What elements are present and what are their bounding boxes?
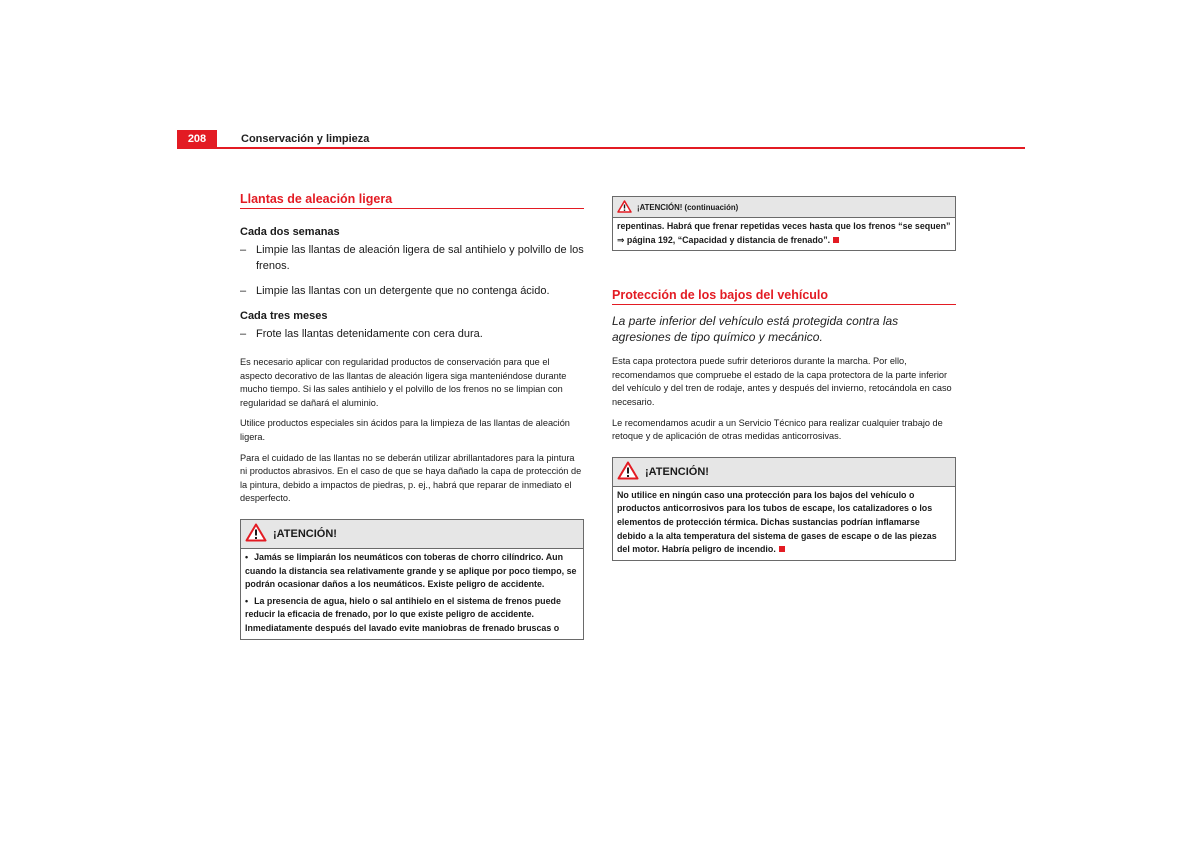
interval-heading-two-weeks: Cada dos semanas [240,226,340,238]
list-item: – Limpie las llantas con un detergente que no contenga ácido. [240,285,550,297]
interval-heading-three-months: Cada tres meses [240,309,328,322]
warning-header [613,458,955,487]
paragraph: Utilice productos especiales sin ácidos para la limpieza de las llantas de aleación ligera. [240,418,570,442]
end-of-section-marker [779,546,785,552]
warning-item-text: Jamás se limpiarán los neumáticos con toberas de chorro cilíndrico. Aun cuando la distancia sea relativamente grande y se aplique por poco tiempo, se podrán ocasionar daños a los neumáticos. Existe peligro de accidente. [245,551,577,590]
warning-triangle-icon [617,461,639,483]
paragraph: Esta capa protectora puede sufrir deterioros durante la marcha. Por ello, recomendamos que compruebe el estado de la capa protectora de la parte inferior del vehículo y del tren de rodaje, antes y después del invierno, retocándola en caso necesario. [612,356,952,407]
three-months-list [240,327,584,343]
continued-warning-header [613,197,955,218]
section-intro: La parte inferior del vehículo está protegida contra las agresiones de tipo químico y mecánico. [612,314,899,345]
list-item: – Limpie las llantas de aleación ligera de sal antihielo y polvillo de los frenos. [240,244,584,272]
paragraph: Es necesario aplicar con regularidad productos de conservación para que el aspecto decorativo de las llantas de aleación ligera siga manteniéndose durante mucho tiempo. Si las sales antihielo y el polvillo de los frenos no se limpian con regularidad se dañará el aluminio. [240,357,567,408]
continued-warning-title: ¡ATENCIÓN! (continuación) [637,202,739,212]
paragraph: Para el cuidado de las llantas no se deberán utilizar abrillantadores para la pintura ni productos abrasivos. En el caso de que se haya dañado la capa de protección de la pintura, debido a impactos de piedras, p. ej., habrá que reparar de inmediato el desperfecto. [240,452,582,504]
warning-triangle-icon [245,523,267,545]
page-number: 208 [177,130,217,149]
two-weeks-list [240,243,584,300]
list-item-text: Limpie las llantas con un detergente que no contenga ácido. [256,285,550,297]
list-item: – Frote las llantas detenidamente con cera dura. [240,327,483,340]
list-item-text: Limpie las llantas de aleación ligera de sal antihielo y polvillo de los frenos. [256,244,584,272]
paragraph: Le recomendamos acudir a un Servicio Técnico para realizar cualquier trabajo de retoque y de aplicación de otras medidas anticorrosivas. [612,417,943,442]
left-column [240,192,584,640]
warning-title: ¡ATENCIÓN! [273,527,337,540]
warning-item [245,595,579,636]
warning-body [241,549,583,639]
warning-triangle-icon [617,200,632,215]
warning-box [240,519,584,640]
continued-warning-text: repentinas. Habrá que frenar repetidas veces hasta que los frenos “se sequen” ⇒ página 192, “Capacidad y distancia de frenado”. [617,221,951,245]
section-title-alloy-wheels: Llantas de aleación ligera [240,192,584,209]
continued-warning-box [612,196,956,251]
warning-box [612,457,956,561]
warning-item-text: La presencia de agua, hielo o sal antihielo en el sistema de frenos puede reducir la eficacia de frenado, por lo que existe peligro de accidente. Inmediatamente después del lavado evite maniobras de frenado bruscas o [245,595,561,633]
warning-header [241,520,583,549]
bullet-icon: • [245,551,249,562]
section-title-underbody-protection: Protección de los bajos del vehículo [612,288,956,305]
warning-item [245,551,579,592]
chapter-title: Conservación y limpieza [241,133,370,145]
continued-warning-body [613,218,955,250]
bullet-icon: • [245,595,249,606]
list-item-text: Frote las llantas detenidamente con cera dura. [256,327,483,340]
warning-body [613,487,955,560]
warning-text: No utilice en ningún caso una protección para los bajos del vehículo o productos anticorrosivos para los tubos de escape, los catalizadores o los elementos de protección térmica. Dichas sustancias podrían inflamarse debido a la alta temperatura del sistema de gases de escape o de las piezas del motor. Habría peligro de incendio. [617,489,937,555]
end-of-section-marker [833,237,839,243]
right-column [612,196,956,561]
warning-title: ¡ATENCIÓN! [645,465,709,478]
header-divider [177,147,1025,149]
